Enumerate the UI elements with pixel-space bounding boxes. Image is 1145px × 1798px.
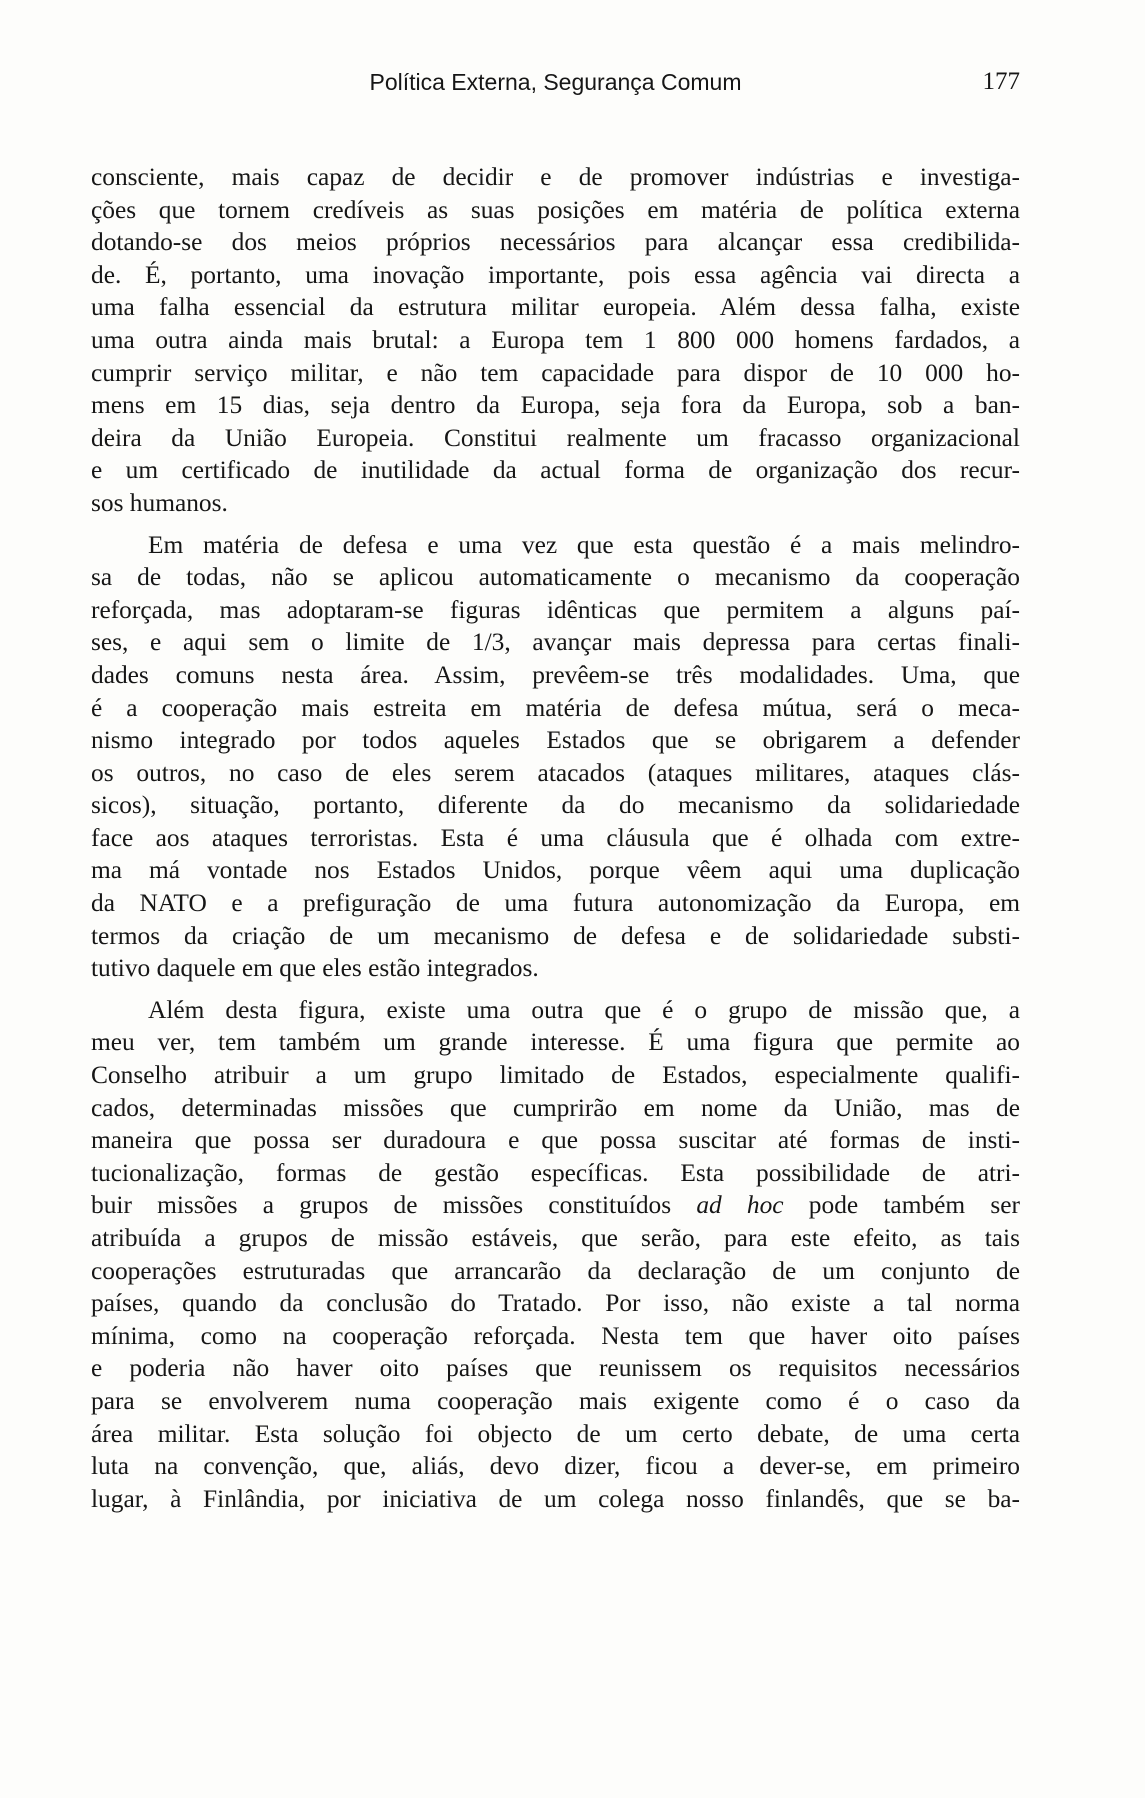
text-line: maneira que possa ser duradoura e que possa suscitar até formas de insti- [91, 1126, 1020, 1155]
text-line: para se envolverem numa cooperação mais exigente como é o caso da [91, 1386, 1020, 1415]
text-line: e um certificado de inutilidade da actual forma de organização dos recur- [91, 456, 1020, 485]
text-line: de. É, portanto, uma inovação importante, pois essa agência vai directa a [91, 260, 1020, 289]
text-line: uma falha essencial da estrutura militar europeia. Além dessa falha, existe [91, 293, 1020, 322]
text-line: Conselho atribuir a um grupo limitado de Estados, especialmente qualifi- [91, 1061, 1020, 1090]
text-line: reforçada, mas adoptaram-se figuras idênticas que permitem a alguns paí- [91, 595, 1020, 624]
text-line: atribuída a grupos de missão estáveis, que serão, para este efeito, as tais [91, 1224, 1020, 1252]
text-line: nismo integrado por todos aqueles Estados que se obrigarem a defender [91, 726, 1020, 755]
text-line: e poderia não haver oito países que reunissem os requisitos necessários [91, 1354, 1020, 1383]
text-line: dotando-se dos meios próprios necessários para alcançar essa credibilida- [91, 228, 1020, 257]
text-line: mínima, como na cooperação reforçada. Nesta tem que haver oito países [91, 1321, 1020, 1350]
text-line: Em matéria de defesa e uma vez que esta questão é a mais melindro- [148, 530, 1020, 559]
text-line: ses, e aqui sem o limite de 1/3, avançar mais depressa para certas finali- [91, 628, 1020, 657]
text-line: termos da criação de um mecanismo de defesa e de solidariedade substi- [91, 921, 1020, 950]
text-line: cados, determinadas missões que cumprirão em nome da União, mas de [91, 1093, 1020, 1122]
text-line: sos humanos. [91, 488, 228, 517]
text-line: é a cooperação mais estreita em matéria de defesa mútua, será o meca- [91, 693, 1020, 722]
text-line: ma má vontade nos Estados Unidos, porque vêem aqui uma duplicação [91, 856, 1020, 885]
text-line: ções que tornem credíveis as suas posições em matéria de política externa [91, 195, 1020, 224]
text-line: meu ver, tem também um grande interesse. É uma figura que permite ao [91, 1028, 1020, 1057]
text-line: sa de todas, não se aplicou automaticamente o mecanismo da cooperação [91, 563, 1020, 592]
text-line: cumprir serviço militar, e não tem capacidade para dispor de 10 000 ho- [91, 358, 1020, 387]
text-line: consciente, mais capaz de decidir e de promover indústrias e investiga- [91, 163, 1020, 191]
paragraph-2 [91, 529, 1020, 985]
text-line: lugar, à Finlândia, por iniciativa de um colega nosso finlandês, que se ba- [91, 1484, 1020, 1513]
text-line: sicos), situação, portanto, diferente da do mecanismo da solidariedade [91, 791, 1020, 820]
text-line: tucionalização, formas de gestão específicas. Esta possibilidade de atri- [91, 1158, 1020, 1187]
text-line: deira da União Europeia. Constitui realmente um fracasso organizacional [91, 423, 1020, 452]
text-line: área militar. Esta solução foi objecto de um certo debate, de uma certa [91, 1419, 1020, 1448]
text-line: luta na convenção, que, aliás, devo dizer, ficou a dever-se, em primeiro [91, 1452, 1020, 1481]
text-line: cooperações estruturadas que arrancarão da declaração de um conjunto de [91, 1256, 1020, 1285]
text-line: uma outra ainda mais brutal: a Europa tem 1 800 000 homens fardados, a [91, 325, 1020, 354]
running-title: Política Externa, Segurança Comum [369, 69, 742, 95]
italic-term: ad hoc [696, 1191, 784, 1220]
paragraph-1 [91, 161, 1020, 520]
page-number: 177 [982, 68, 1020, 95]
text-line: face aos ataques terroristas. Esta é uma cláusula que é olhada com extre- [91, 823, 1020, 852]
text-segment: pode também ser [783, 1191, 1020, 1220]
text-line: Além desta figura, existe uma outra que é o grupo de missão que, a [148, 995, 1020, 1024]
text-line: da NATO e a prefiguração de uma futura autonomização da Europa, em [91, 889, 1020, 918]
text-line: dades comuns nesta área. Assim, prevêem-se três modalidades. Uma, que [91, 660, 1020, 689]
text-line: tutivo daquele em que eles estão integrados. [91, 954, 539, 983]
text-segment: buir missões a grupos de missões constituídos [91, 1191, 697, 1220]
text-line-with-italic [91, 1189, 1020, 1222]
text-line: os outros, no caso de eles serem atacados (ataques militares, ataques clás- [91, 758, 1020, 787]
running-head [91, 62, 1020, 102]
text-line: mens em 15 dias, seja dentro da Europa, seja fora da Europa, sob a ban- [91, 391, 1020, 420]
paragraph-3 [91, 994, 1020, 1516]
body-text [91, 161, 1020, 1515]
text-line: países, quando da conclusão do Tratado. Por isso, não existe a tal norma [91, 1289, 1020, 1318]
book-page [91, 0, 1020, 1798]
